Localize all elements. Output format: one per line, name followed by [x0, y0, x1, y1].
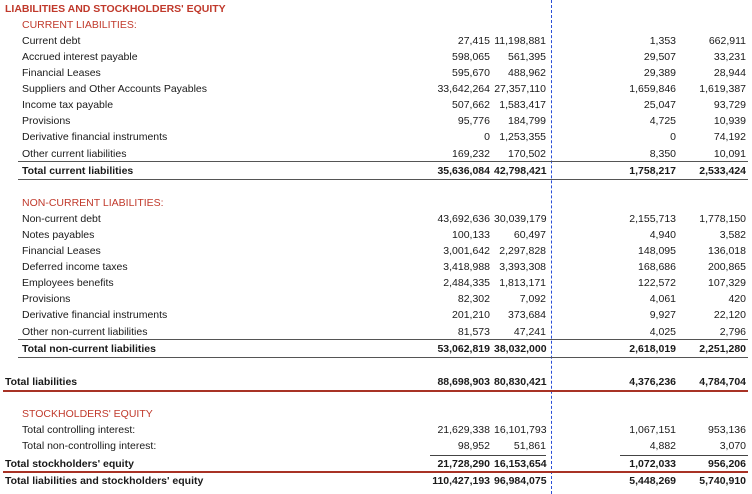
table-row: [0, 146, 752, 162]
cell: 10,939: [713, 115, 746, 127]
row-label: Deferred income taxes: [22, 261, 128, 273]
row-label: Notes payables: [22, 229, 95, 241]
cell: 53,062,819: [437, 343, 490, 355]
title-row: [0, 1, 752, 17]
cell: 1,778,150: [699, 213, 746, 225]
total-row: [0, 163, 752, 179]
table-row: [0, 211, 752, 227]
cell: 3,070: [719, 440, 746, 452]
cell: 1,583,417: [499, 99, 546, 111]
cell: 82,302: [457, 293, 490, 305]
cell: 47,241: [513, 326, 546, 338]
cell: 0: [670, 131, 676, 143]
cell: 1,253,355: [499, 131, 546, 143]
table-row: [0, 129, 752, 145]
cell: 1,072,033: [629, 458, 676, 470]
cell: 11,198,881: [494, 35, 546, 47]
cell: 51,861: [513, 440, 546, 452]
cell: 953,136: [708, 424, 746, 436]
cell: 29,389: [643, 67, 676, 79]
cell: 488,962: [508, 67, 546, 79]
cell: 1,067,151: [629, 424, 676, 436]
cell: 2,796: [719, 326, 746, 338]
table-row: [0, 259, 752, 275]
table-row: [0, 113, 752, 129]
cell: 33,231: [713, 51, 746, 63]
subtotal-rule: [18, 161, 748, 162]
cell: 95,776: [457, 115, 490, 127]
total-rule: [3, 390, 748, 392]
table-row: [0, 422, 752, 438]
table-row: [0, 49, 752, 65]
row-label: Total liabilities and stockholders' equity: [5, 475, 204, 487]
row-label: Financial Leases: [22, 245, 101, 257]
row-label: Derivative financial instruments: [22, 309, 168, 321]
grand-total-row: [0, 473, 752, 489]
cell: 2,155,713: [629, 213, 676, 225]
cell: 4,940: [649, 229, 676, 241]
cell: 60,497: [513, 229, 546, 241]
cell: 8,350: [649, 148, 676, 160]
cell: 420: [728, 293, 746, 305]
cell: 1,758,217: [629, 165, 676, 177]
cell: 4,025: [649, 326, 676, 338]
row-label: Total current liabilities: [22, 165, 134, 177]
cell: 3,001,642: [443, 245, 490, 257]
row-label: Suppliers and Other Accounts Payables: [22, 83, 208, 95]
cell: 16,101,793: [494, 424, 547, 436]
row-label: Income tax payable: [22, 99, 114, 111]
cell: 107,329: [708, 277, 746, 289]
cell: 100,133: [452, 229, 490, 241]
total-liabilities-row: [0, 374, 752, 390]
cell: 74,192: [713, 131, 746, 143]
subtotal-rule: [18, 179, 748, 180]
cell: 27,415: [457, 35, 490, 47]
subtotal-rule: [18, 339, 748, 340]
row-label: Other current liabilities: [22, 148, 127, 160]
cell: 2,297,828: [499, 245, 546, 257]
row-label: Total stockholders' equity: [5, 458, 134, 470]
row-label: Financial Leases: [22, 67, 101, 79]
table-row: [0, 275, 752, 291]
cell: 22,120: [713, 309, 746, 321]
cell: 33,642,264: [437, 83, 490, 95]
cell: 2,484,335: [443, 277, 490, 289]
cell: 148,095: [638, 245, 676, 257]
cell: 81,573: [457, 326, 490, 338]
cell: 1,353: [649, 35, 676, 47]
cell: 561,395: [508, 51, 546, 63]
section-label: STOCKHOLDERS' EQUITY: [22, 408, 153, 420]
row-label: Non-current debt: [22, 213, 101, 225]
cell: 4,882: [649, 440, 676, 452]
total-equity-row: [0, 456, 752, 472]
cell: 595,670: [452, 67, 490, 79]
cell: 4,061: [649, 293, 676, 305]
section-label: CURRENT LIABILITIES:: [22, 19, 137, 31]
cell: 29,507: [643, 51, 676, 63]
cell: 27,357,110: [494, 83, 546, 95]
cell: 2,251,280: [699, 343, 746, 355]
row-label: Total non-controlling interest:: [22, 440, 157, 452]
cell: 80,830,421: [494, 376, 547, 388]
cell: 122,572: [638, 277, 676, 289]
cell: 136,018: [708, 245, 746, 257]
cell: 1,659,846: [629, 83, 676, 95]
cell: 7,092: [519, 293, 546, 305]
table-row: [0, 307, 752, 323]
table-row: [0, 227, 752, 243]
cell: 110,427,193: [432, 475, 490, 487]
cell: 0: [484, 131, 490, 143]
cell: 4,725: [649, 115, 676, 127]
cell: 4,784,704: [699, 376, 746, 388]
row-label: Accrued interest payable: [22, 51, 138, 63]
section-heading-current: [0, 17, 752, 33]
row-label: Provisions: [22, 293, 71, 305]
row-label: Current debt: [22, 35, 81, 47]
row-label: Total liabilities: [5, 376, 78, 388]
table-row: [0, 324, 752, 340]
cell: 5,448,269: [629, 475, 676, 487]
cell: 21,629,338: [437, 424, 490, 436]
cell: 184,799: [508, 115, 546, 127]
cell: 507,662: [452, 99, 490, 111]
cell: 25,047: [643, 99, 676, 111]
cell: 96,984,075: [494, 475, 547, 487]
cell: 170,502: [508, 148, 546, 160]
cell: 3,418,988: [443, 261, 490, 273]
table-row: [0, 97, 752, 113]
cell: 200,865: [708, 261, 746, 273]
table-row: [0, 65, 752, 81]
cell: 1,619,387: [699, 83, 746, 95]
row-label: Employees benefits: [22, 277, 114, 289]
cell: 2,533,424: [699, 165, 746, 177]
cell: 373,684: [508, 309, 546, 321]
row-label: Provisions: [22, 115, 71, 127]
cell: 98,952: [457, 440, 490, 452]
section-label: NON-CURRENT LIABILITIES:: [22, 197, 164, 209]
cell: 168,686: [638, 261, 676, 273]
cell: 2,618,019: [629, 343, 676, 355]
table-row: [0, 243, 752, 259]
cell: 35,636,084: [437, 165, 490, 177]
cell: 10,091: [713, 148, 746, 160]
cell: 201,210: [452, 309, 490, 321]
cell: 3,582: [719, 229, 746, 241]
cell: 88,698,903: [437, 376, 490, 388]
subtotal-rule: [18, 357, 748, 358]
cell: 5,740,910: [699, 475, 746, 487]
section-heading-equity: [0, 406, 752, 422]
cell: 3,393,308: [499, 261, 546, 273]
cell: 21,728,290: [437, 458, 490, 470]
row-label: Total non-current liabilities: [22, 343, 156, 355]
cell: 598,065: [452, 51, 490, 63]
cell: 30,039,179: [494, 213, 547, 225]
total-row: [0, 341, 752, 357]
row-label: Total controlling interest:: [22, 424, 136, 436]
row-label: Derivative financial instruments: [22, 131, 168, 143]
row-label: Other non-current liabilities: [22, 326, 148, 338]
cell: 38,032,000: [494, 343, 547, 355]
cell: 9,927: [649, 309, 676, 321]
page-title: LIABILITIES AND STOCKHOLDERS' EQUITY: [5, 3, 226, 15]
table-row: [0, 33, 752, 49]
cell: 16,153,654: [494, 458, 547, 470]
cell: 43,692,636: [437, 213, 490, 225]
table-row: [0, 81, 752, 97]
cell: 4,376,236: [629, 376, 676, 388]
cell: 169,232: [452, 148, 490, 160]
cell: 42,798,421: [494, 165, 547, 177]
cell: 28,944: [713, 67, 746, 79]
table-row: [0, 291, 752, 307]
cell: 93,729: [713, 99, 746, 111]
cell: 1,813,171: [499, 277, 546, 289]
cell: 956,206: [708, 458, 746, 470]
table-row: [0, 438, 752, 454]
cell: 662,911: [708, 35, 746, 47]
section-heading-noncurrent: [0, 195, 752, 211]
